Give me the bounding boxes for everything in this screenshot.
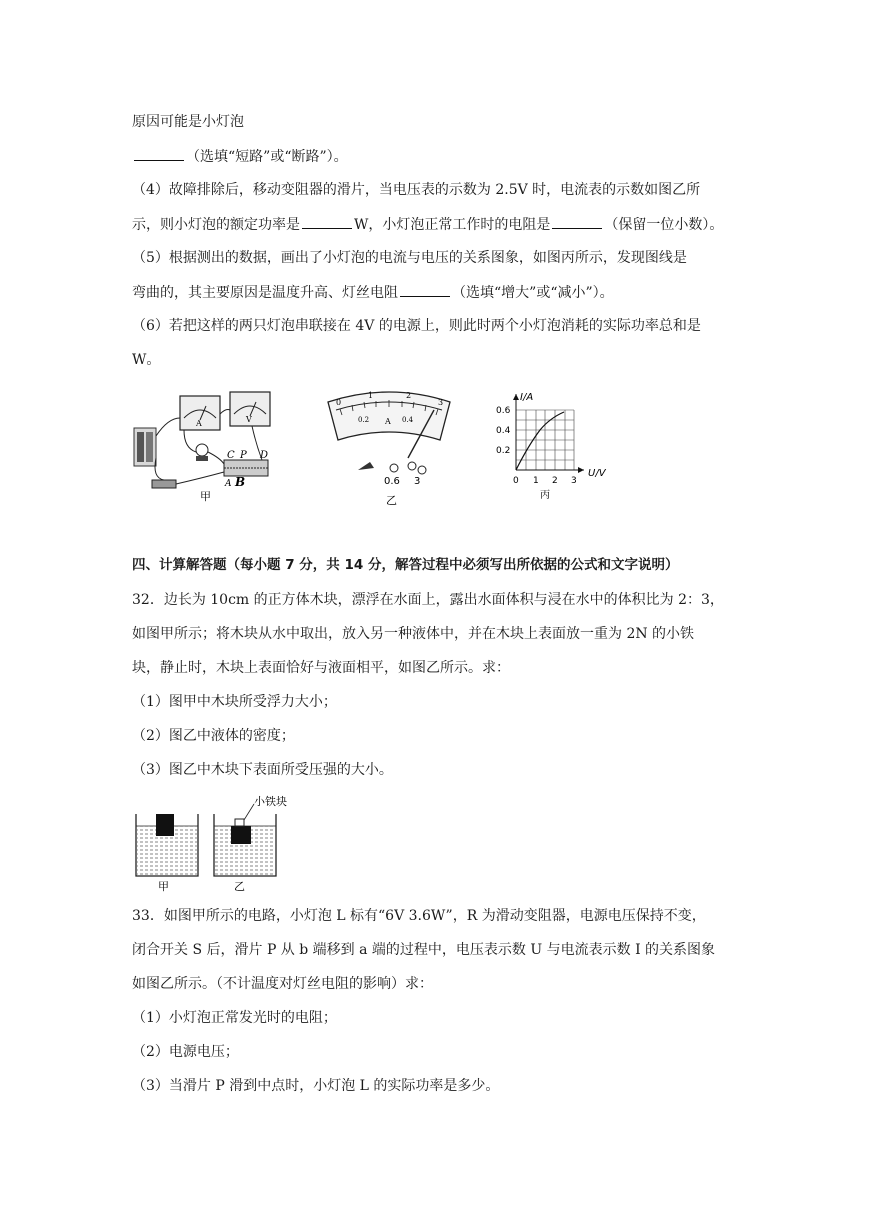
dial-tick-0: 0: [336, 398, 342, 407]
dial-inner-02: 0.2: [358, 416, 370, 424]
q31-part5-b: [132, 282, 614, 303]
graph-xtick-0: 0: [513, 476, 519, 486]
iron-block-label: 小铁块: [254, 795, 287, 808]
caption-jia: 甲: [200, 490, 211, 503]
iu-graph-figure-bing: [488, 386, 618, 506]
terminal-d: D: [260, 450, 269, 461]
answer-blank: [302, 214, 352, 229]
circuit-figure-jia: [132, 388, 282, 503]
q31-part5-b2: （选填“增大”或“减小”）。: [452, 285, 614, 301]
terminal-06: 0.6: [384, 476, 400, 487]
q31-part4-a: （4）故障排除后，移动变阻器的滑片，当电压表的示数为 2.5V 时，电流表的示数如图乙所: [132, 182, 701, 198]
section4-heading: 四、计算解答题（每小题 7 分，共 14 分，解答过程中必须写出所依据的公式和文字说明）: [132, 557, 679, 573]
q33-line3: 如图乙所示。（不计温度对灯丝电阻的影响）求：: [132, 976, 433, 992]
caption-bing: 丙: [540, 490, 550, 501]
graph-xtick-2: 2: [552, 476, 558, 486]
graph-xlabel: U/V: [588, 468, 606, 479]
terminal-c: C: [227, 450, 235, 461]
q31-line1: 原因可能是小灯泡: [132, 114, 244, 130]
slider-p: P: [240, 450, 247, 461]
q33-sub1: （1）小灯泡正常发光时的电阻；: [132, 1010, 337, 1026]
q32-sub1: （1）图甲中木块所受浮力大小；: [132, 694, 337, 710]
answer-blank: [552, 214, 602, 229]
answer-blank: [400, 282, 450, 297]
graph-ytick-02: 0.2: [496, 446, 511, 456]
dial-tick-2: 2: [406, 391, 412, 400]
q33-line2: 闭合开关 S 后，滑片 P 从 b 端移到 a 端的过程中，电压表示数 U 与电流表示数 I 的关系图象: [132, 942, 716, 958]
q31-part4-b3: （保留一位小数）。: [604, 217, 724, 233]
q32-sub3: （3）图乙中木块下表面所受压强的大小。: [132, 762, 393, 778]
beaker-figure: [130, 792, 310, 892]
q31-part4-b1: 示，则小灯泡的额定功率是: [132, 217, 300, 233]
q31-part4-b2: W，小灯泡正常工作时的电阻是: [354, 217, 551, 233]
dial-tick-1: 1: [368, 391, 374, 400]
graph-xtick-3: 3: [571, 476, 577, 486]
caption-beaker-yi: 乙: [234, 880, 245, 892]
q31-part5-a: （5）根据测出的数据，画出了小灯泡的电流与电压的关系图象，如图丙所示，发现图线是: [132, 250, 687, 266]
wood-block-jia: [156, 814, 174, 836]
q33-line1: 33．如图甲所示的电路，小灯泡 L 标有“6V 3.6W”，R 为滑动变阻器，电源电压保持不变，: [132, 908, 706, 924]
iu-curve: [516, 412, 564, 470]
terminal-b: B: [235, 475, 246, 489]
caption-yi: 乙: [386, 494, 397, 507]
q31-part5-b1: 弯曲的，其主要原因是温度升高、灯丝电阻: [132, 285, 398, 301]
graph-grid: [516, 410, 574, 470]
q32-sub2: （2）图乙中液体的密度；: [132, 728, 295, 744]
q31-part6-a: （6）若把这样的两只灯泡串联接在 4V 的电源上，则此时两个小灯泡消耗的实际功率总和是: [132, 318, 701, 334]
q31-line2: [132, 146, 348, 167]
ammeter-label: A: [196, 419, 202, 428]
answer-blank: [134, 146, 184, 161]
graph-xtick-1: 1: [533, 476, 539, 486]
q32-line3: 块，静止时，木块上表面恰好与液面相平，如图乙所示。求：: [132, 660, 510, 676]
dial-unit-a: A: [385, 417, 391, 426]
ammeter-dial-figure-yi: [322, 388, 457, 508]
terminal-3: 3: [414, 476, 421, 487]
voltmeter-label: V: [246, 415, 252, 424]
dial-inner-04: 0.4: [402, 416, 414, 424]
q31-part6-b: W。: [132, 352, 161, 368]
graph-ylabel: I/A: [520, 392, 534, 403]
terminal-a: A: [225, 479, 232, 489]
q31-part4-b: [132, 214, 723, 235]
wood-block-yi: [231, 826, 251, 844]
graph-ytick-06: 0.6: [496, 406, 511, 416]
q32-line2: 如图甲所示；将木块从水中取出，放入另一种液体中，并在木块上表面放一重为 2N 的小铁: [132, 626, 695, 642]
q32-line1: 32．边长为 10cm 的正方体木块，漂浮在水面上，露出水面体积与浸在水中的体积比为 2：3，: [132, 592, 724, 608]
graph-ytick-04: 0.4: [496, 426, 511, 436]
iron-block: [235, 819, 244, 826]
q33-sub3: （3）当滑片 P 滑到中点时，小灯泡 L 的实际功率是多少。: [132, 1078, 500, 1094]
q33-sub2: （2）电源电压；: [132, 1044, 239, 1060]
caption-beaker-jia: 甲: [158, 880, 169, 892]
dial-tick-3: 3: [438, 398, 444, 407]
q31-line2-text: （选填“短路”或“断路”）。: [186, 149, 348, 165]
